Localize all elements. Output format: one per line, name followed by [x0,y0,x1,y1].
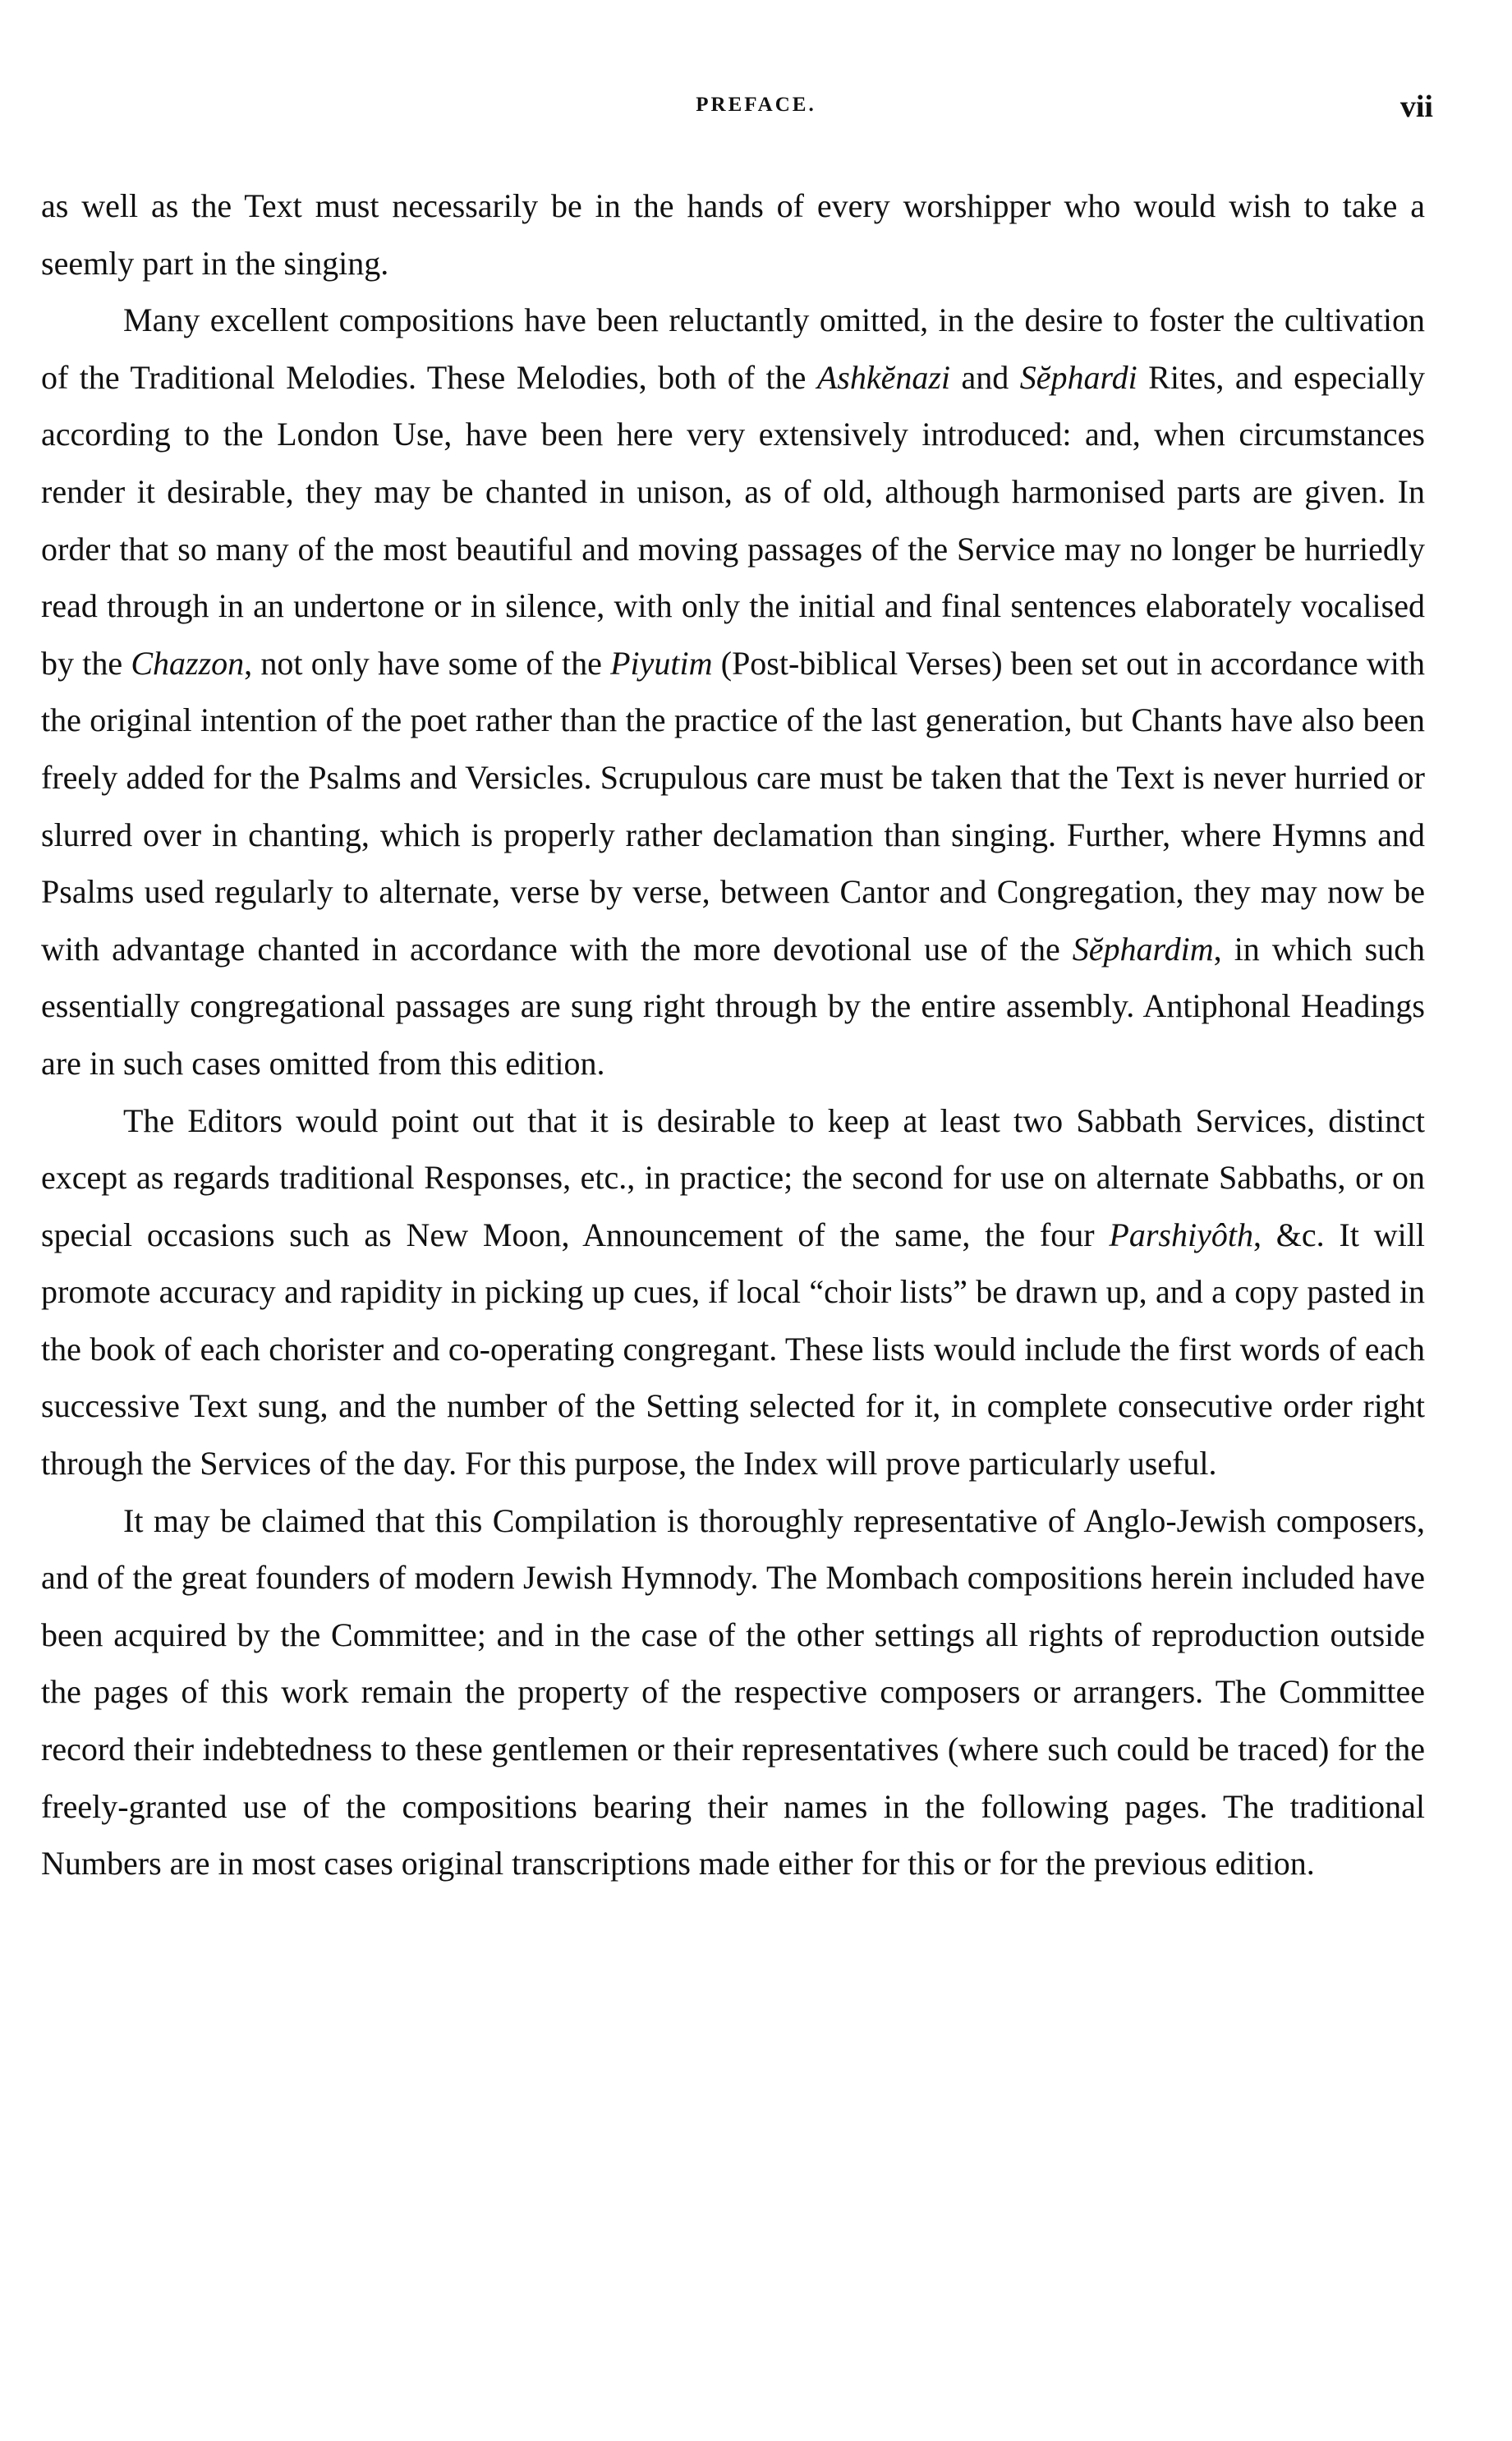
text-segment: Rites, and especially according to the London Use, have been here very extensively introduced: and, when circumstances render it desirable, they may be chanted in unison, as of old, although harmonised parts are given. In order that so many of the most beautiful and moving passages of the Service may no longer be hurriedly read through in an undertone or in silence, with only the initial and final sentences elaborately vocalised by the [41,358,1426,682]
italic-term: Ashkĕnazi [816,358,951,396]
text-segment: The Editors would point out that it is desirable to keep at least two Sabbath Services, distinct except as regards traditional Responses, etc., in practice; the second for use on alternate Sabbaths, or on special occasions such as New Moon, Announcement of the same, the four [41,1101,1425,1253]
body-text [41,177,1425,1892]
italic-term: Piyutim [610,644,713,682]
page-number: vii [1399,90,1433,124]
text-segment: It may be claimed that this Compilation is thoroughly representative of Anglo-Jewish composers, and of the great founders of modern Jewish Hymnody. The Mombach compositions herein included have been acquired by the Committee; and in the case of the other settings all rights of reproduction outside the pages of this work remain the property of the respective composers or arrangers. The Committee record their indebtedness to these gentlemen or their representatives (where such could be traced) for the freely-granted use of the compositions bearing their names in the following pages. The traditional Numbers are in most cases original transcriptions made either for this or for the previous edition. [41,1501,1425,1882]
running-head [0,89,1512,122]
italic-term: Sĕphardim [1072,930,1214,968]
paragraph-traditional-melodies [41,292,1425,1092]
italic-term: Parshiyôth [1109,1216,1253,1253]
paragraph-continuation [41,177,1425,292]
italic-term: Chazzon [131,644,245,682]
text-segment: and [950,358,1020,396]
text-segment: , &c. It will promote accuracy and rapidity in picking up cues, if local “choir lists” be drawn up, and a copy pasted in the book of each chorister and co-operating congregant. These lists would include the first words of each successive Text sung, and the number of the Setting selected for it, in complete consecutive order right through the Services of the day. For this purpose, the Index will prove particularly useful. [41,1216,1425,1483]
italic-term: Sĕphardi [1019,358,1137,396]
text-segment: as well as the Text must necessarily be in the hands of every worshipper who would wish to take a seemly part in the singing. [41,187,1425,282]
text-segment: , in which such essentially congregational passages are sung right through by the entire assembly. Antiphonal Headings are in such cases omitted from this edition. [41,930,1426,1082]
text-segment: (Post-biblical Verses) been set out in accordance with the original intention of the poet rather than the practice of the last generation, but Chants have also been freely added for the Psalms and Versicles. Scrupulous care must be taken that the Text is never hurried or slurred over in chanting, which is properly rather declamation than singing. Further, where Hymns and Psalms used regularly to alternate, verse by verse, between Cantor and Congregation, they may now be with advantage chanted in accordance with the more devotional use of the [41,644,1425,968]
text-segment: Many excellent compositions have been reluctantly omitted, in the desire to foster the cultivation of the Traditional Melodies. These Melodies, both of the [41,301,1425,396]
text-segment: , not only have some of the [244,644,611,682]
paragraph-sabbath-services [41,1092,1425,1492]
running-title: PREFACE. [696,94,816,116]
paragraph-compilation [41,1492,1425,1892]
